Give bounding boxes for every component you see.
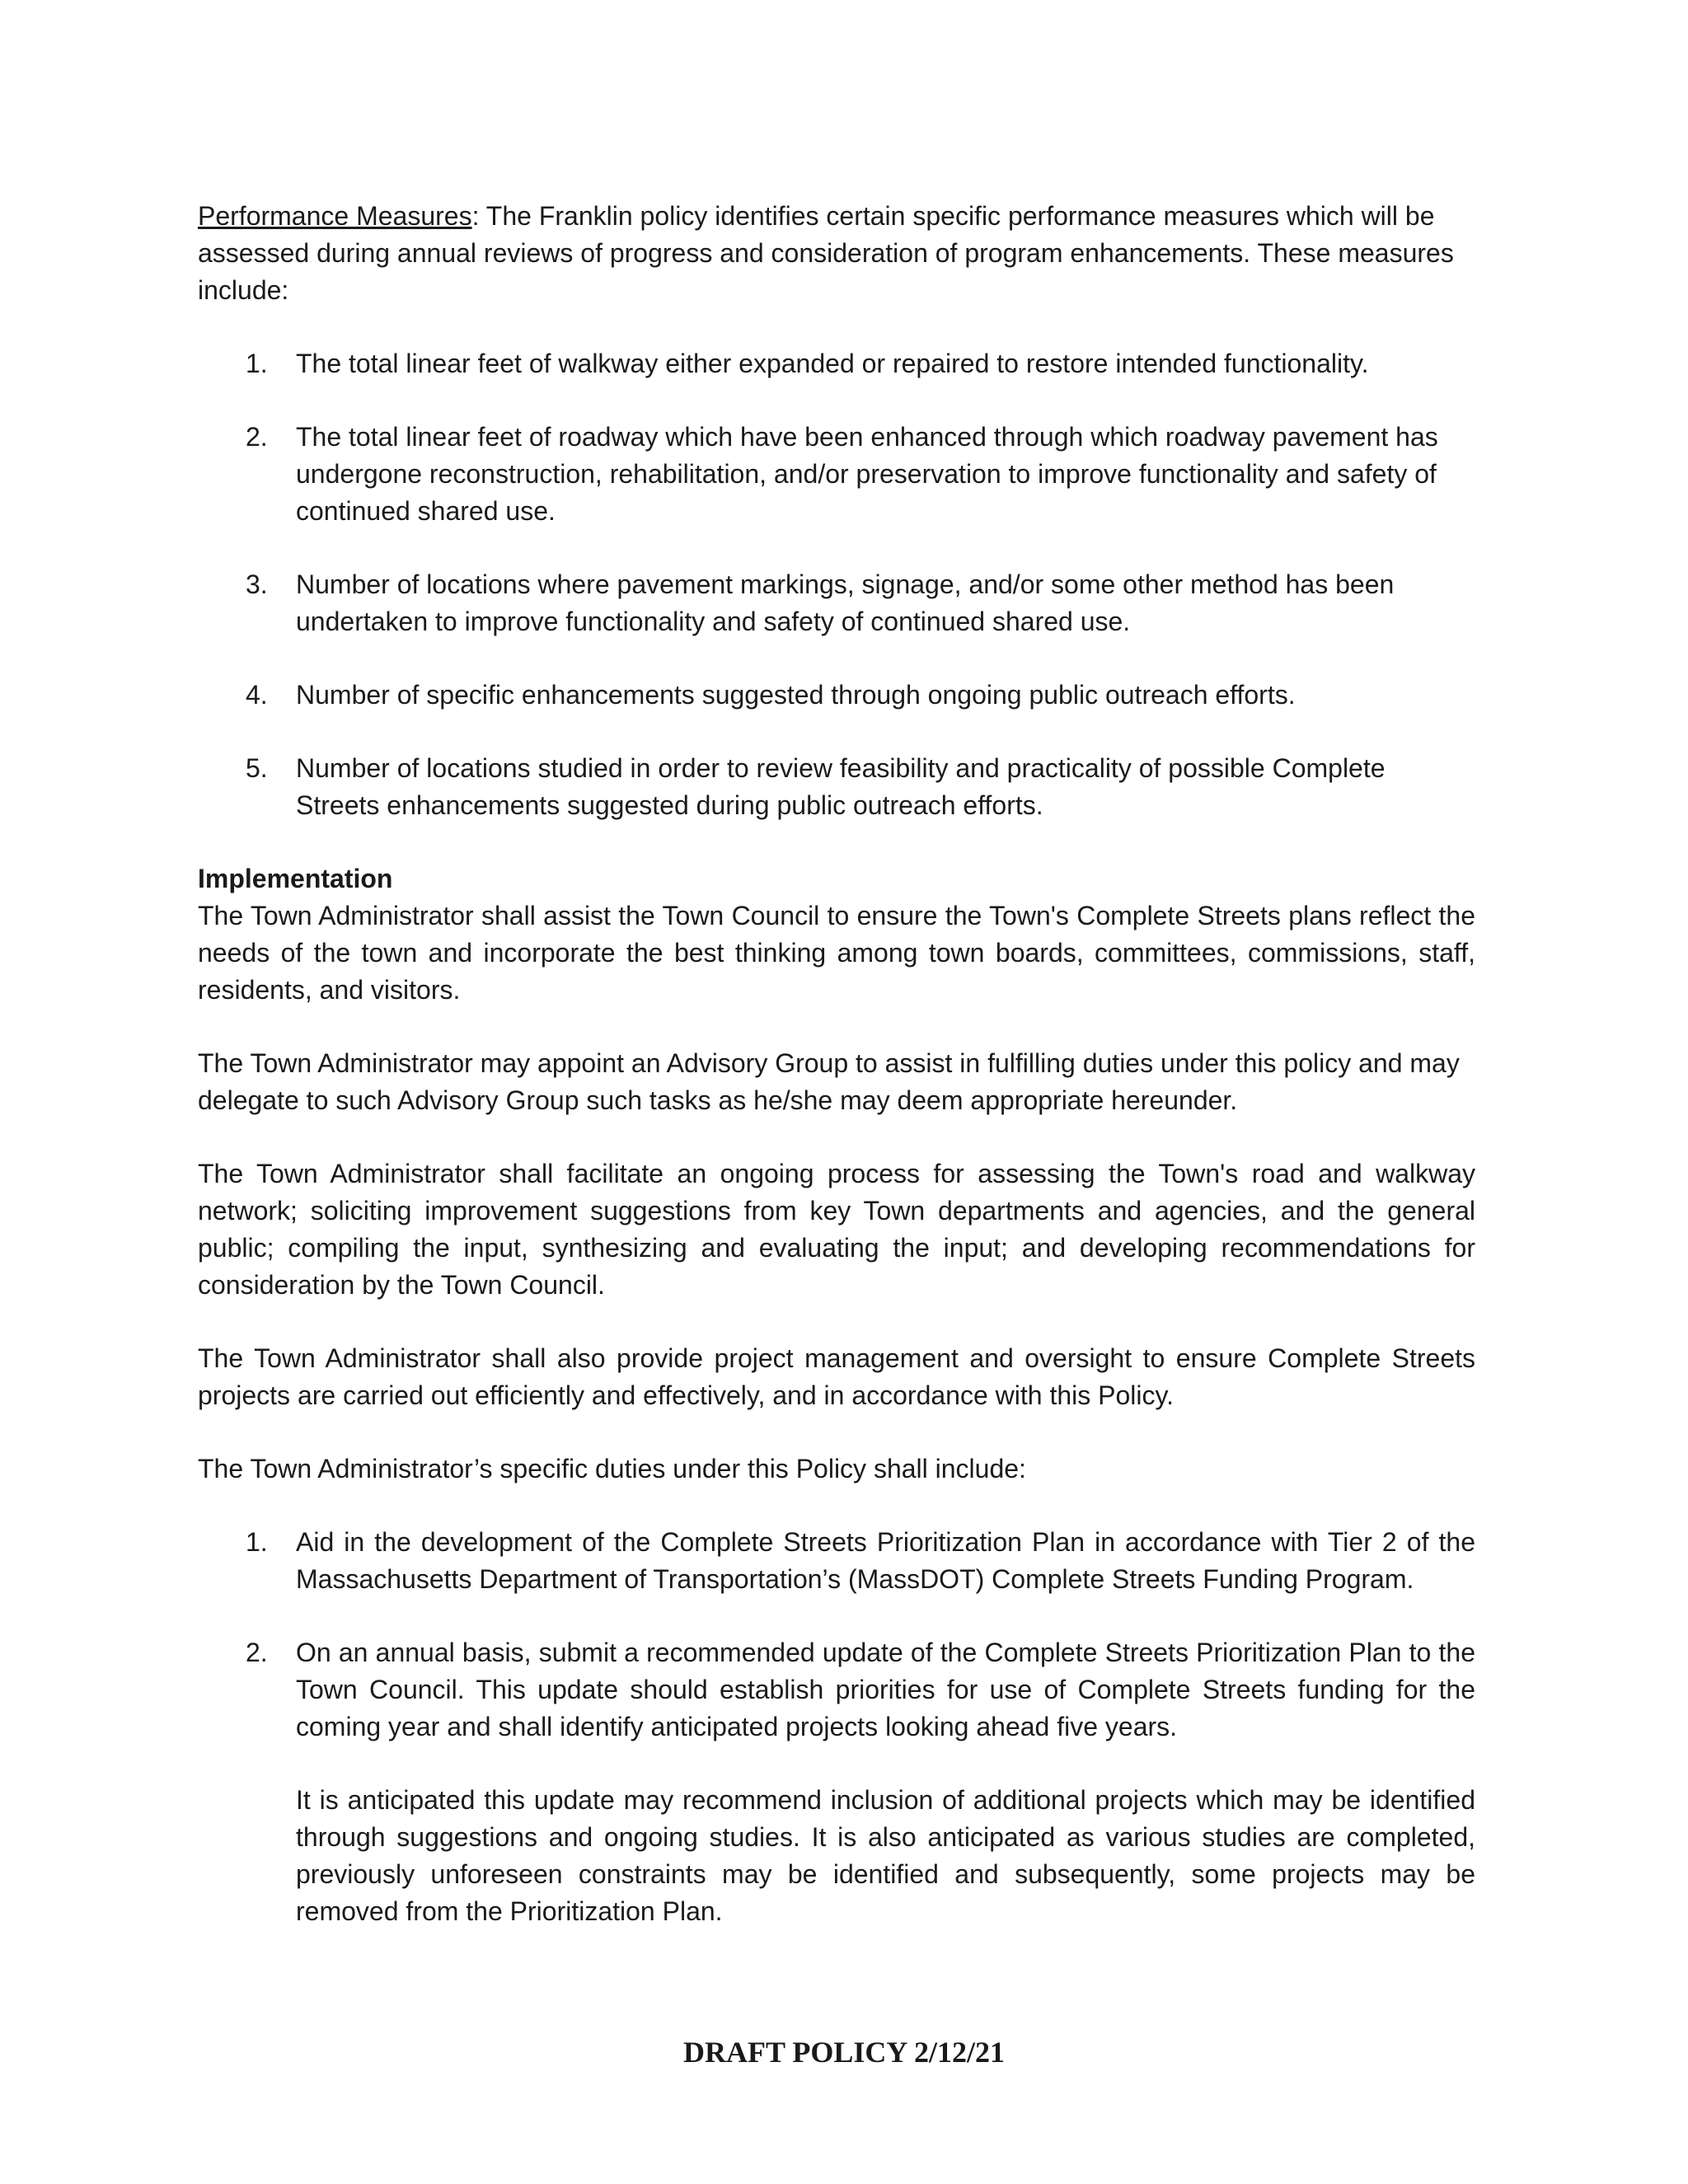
implementation-paragraph: The Town Administrator’s specific duties under this Policy shall include: (198, 1454, 1026, 1483)
list-number: 3. (246, 569, 268, 599)
list-text: Number of locations where pavement markings, signage, and/or some other method has been undertaken to improve functionality and safety of continued shared use. (296, 569, 1395, 636)
list-text: On an annual basis, submit a recommended update of the Complete Streets Prioritization Plan to the Town Council. This update should establish priorities for use of Complete Streets funding for the coming year and shall identify anticipated projects looking ahead five years. (296, 1638, 1475, 1741)
list-item (198, 345, 1475, 382)
list-number: 2. (246, 422, 268, 452)
implementation-paragraph: The Town Administrator shall assist the Town Council to ensure the Town's Complete Streets plans reflect the needs of the town and incorporate the best thinking among town boards, committees, commissions, staff, residents, and visitors. (198, 901, 1475, 1005)
list-item (198, 1524, 1475, 1598)
performance-measures-label: Performance Measures (198, 201, 472, 231)
list-text: Number of locations studied in order to review feasibility and practicality of possible Complete Streets enhancements suggested during public outreach efforts. (296, 753, 1386, 820)
implementation-paragraph: The Town Administrator may appoint an Advisory Group to assist in fulfilling duties under this policy and may delegate to such Advisory Group such tasks as he/she may deem appropriate hereunder. (198, 1048, 1460, 1115)
performance-intro (198, 198, 1475, 309)
list-text: Aid in the development of the Complete Streets Prioritization Plan in accordance with Tier 2 of the Massachusetts Department of Transportation’s (MassDOT) Complete Streets Funding Program. (296, 1527, 1475, 1594)
list-text: The total linear feet of roadway which have been enhanced through which roadway pavement has undergone reconstruction, rehabilitation, and/or preservation to improve functionality and safety of continued shared use. (296, 422, 1438, 526)
list-number: 2. (246, 1638, 268, 1667)
list-item (198, 750, 1475, 824)
list-item (198, 1634, 1475, 1930)
performance-intro-text: : The Franklin policy identifies certain specific performance measures which will be assessed during annual reviews of progress and consideration of program enhancements. These measures include: (198, 201, 1454, 305)
duties-list (198, 1524, 1475, 1930)
list-number: 1. (246, 1527, 268, 1557)
draft-policy-footer: DRAFT POLICY 2/12/21 (682, 2036, 1006, 2069)
implementation-paragraph: The Town Administrator shall facilitate an ongoing process for assessing the Town's road and walkway network; soliciting improvement suggestions from key Town departments and agencies, and the general public; compiling the input, synthesizing and evaluating the input; and developing recommendations for consideration by the Town Council. (198, 1159, 1475, 1300)
implementation-paragraph: The Town Administrator shall also provide project management and oversight to ensure Complete Streets projects are carried out efficiently and effectively, and in accordance with this Policy. (198, 1343, 1475, 1410)
list-text: Number of specific enhancements suggested through ongoing public outreach efforts. (296, 680, 1296, 710)
list-item (198, 419, 1475, 530)
list-number: 1. (246, 349, 268, 378)
list-item (198, 677, 1475, 714)
list-subparagraph: It is anticipated this update may recommend inclusion of additional projects which may be identified through suggestions and ongoing studies. It is also anticipated as various studies are completed, previously unforeseen constraints may be identified and subsequently, some projects may be removed from the Prioritization Plan. (296, 1785, 1475, 1926)
list-number: 5. (246, 753, 268, 783)
performance-measures-list (198, 345, 1475, 824)
list-number: 4. (246, 680, 268, 710)
implementation-heading: Implementation (198, 864, 393, 893)
document-page (198, 198, 1475, 1930)
list-text: The total linear feet of walkway either expanded or repaired to restore intended functionality. (296, 349, 1369, 378)
list-item (198, 566, 1475, 640)
